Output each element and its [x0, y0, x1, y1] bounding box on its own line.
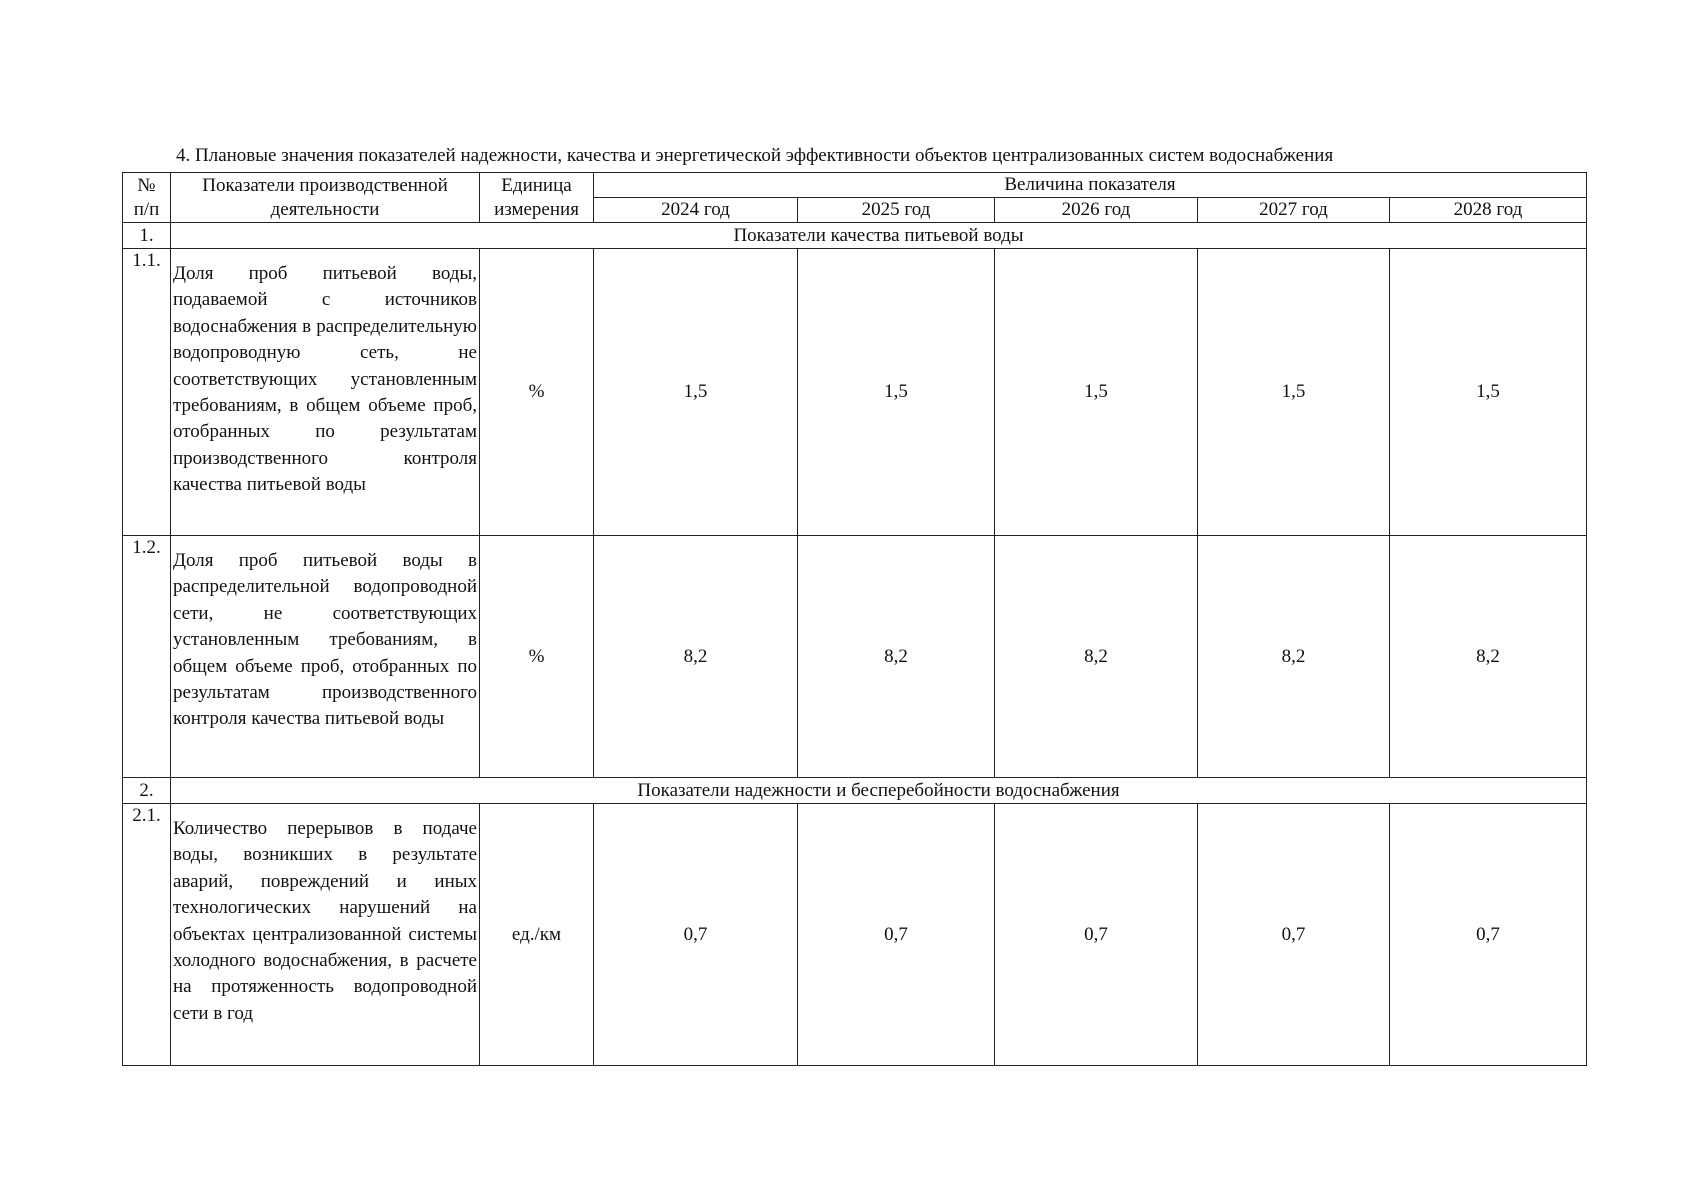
table-row: [123, 536, 1587, 778]
header-indicator-line2: деятельности: [270, 198, 380, 220]
header-row-1: [123, 173, 1587, 198]
row-unit: %: [480, 536, 594, 778]
indicators-table: [122, 172, 1587, 1066]
section-title: Показатели качества питьевой воды: [171, 223, 1587, 249]
row-value-2026: 8,2: [995, 536, 1198, 778]
section-row: [123, 778, 1587, 804]
row-indicator-text: Доля проб питьевой воды, подаваемой с источников водоснабжения в распределительную водопроводную сеть, не соответствующих установленным требованиям, в общем объеме проб, отобранных по результатам производственного контроля качества питьевой воды: [173, 263, 477, 496]
row-indicator: [171, 249, 480, 536]
row-value-2024: 0,7: [594, 804, 798, 1066]
row-value-2024: 1,5: [594, 249, 798, 536]
header-year-2024: 2024 год: [594, 198, 798, 223]
row-indicator-text: Количество перерывов в подаче воды, возникших в результате аварий, повреждений и иных технологических нарушений на объектах централизованной системы холодного водоснабжения, в расчете на протяженность водопроводной сети в год: [173, 818, 477, 1024]
row-value-2027: 0,7: [1198, 804, 1390, 1066]
table-row: [123, 804, 1587, 1066]
header-num-line2: п/п: [133, 198, 160, 220]
row-num: 2.1.: [123, 804, 171, 1066]
row-indicator-text: Доля проб питьевой воды в распределительной водопроводной сети, не соответствующих установленным требованиям, в общем объеме проб, отобранных по результатам производственного контроля качества питьевой воды: [173, 550, 477, 730]
row-value-2025: 8,2: [798, 536, 995, 778]
page-title: 4. Плановые значения показателей надежности, качества и энергетической эффективности объектов централизованных систем водоснабжения: [176, 145, 1334, 166]
header-unit-line1: Единица: [501, 174, 572, 196]
header-year-2027: 2027 год: [1198, 198, 1390, 223]
row-num: 1.1.: [123, 249, 171, 536]
row-value-2027: 8,2: [1198, 536, 1390, 778]
row-value-2025: 0,7: [798, 804, 995, 1066]
row-num: 1.2.: [123, 536, 171, 778]
header-unit-line2: измерения: [494, 198, 579, 220]
row-value-2026: 0,7: [995, 804, 1198, 1066]
header-num-cell: [123, 173, 171, 223]
header-year-2028: 2028 год: [1390, 198, 1587, 223]
header-year-2025: 2025 год: [798, 198, 995, 223]
row-value-2028: 8,2: [1390, 536, 1587, 778]
row-value-2024: 8,2: [594, 536, 798, 778]
header-indicator-line1: Показатели производственной: [202, 174, 448, 196]
section-num: 2.: [123, 778, 171, 804]
row-indicator: [171, 804, 480, 1066]
row-value-2028: 0,7: [1390, 804, 1587, 1066]
header-unit-cell: [480, 173, 594, 223]
row-indicator: [171, 536, 480, 778]
row-value-2028: 1,5: [1390, 249, 1587, 536]
header-indicator-cell: [171, 173, 480, 223]
row-value-2026: 1,5: [995, 249, 1198, 536]
row-unit: ед./км: [480, 804, 594, 1066]
section-num: 1.: [123, 223, 171, 249]
row-value-2027: 1,5: [1198, 249, 1390, 536]
section-row: [123, 223, 1587, 249]
header-num-line1: №: [137, 174, 156, 196]
table-row: [123, 249, 1587, 536]
row-value-2025: 1,5: [798, 249, 995, 536]
section-title: Показатели надежности и бесперебойности водоснабжения: [171, 778, 1587, 804]
header-year-2026: 2026 год: [995, 198, 1198, 223]
row-unit: %: [480, 249, 594, 536]
header-value-group: Величина показателя: [594, 173, 1587, 198]
